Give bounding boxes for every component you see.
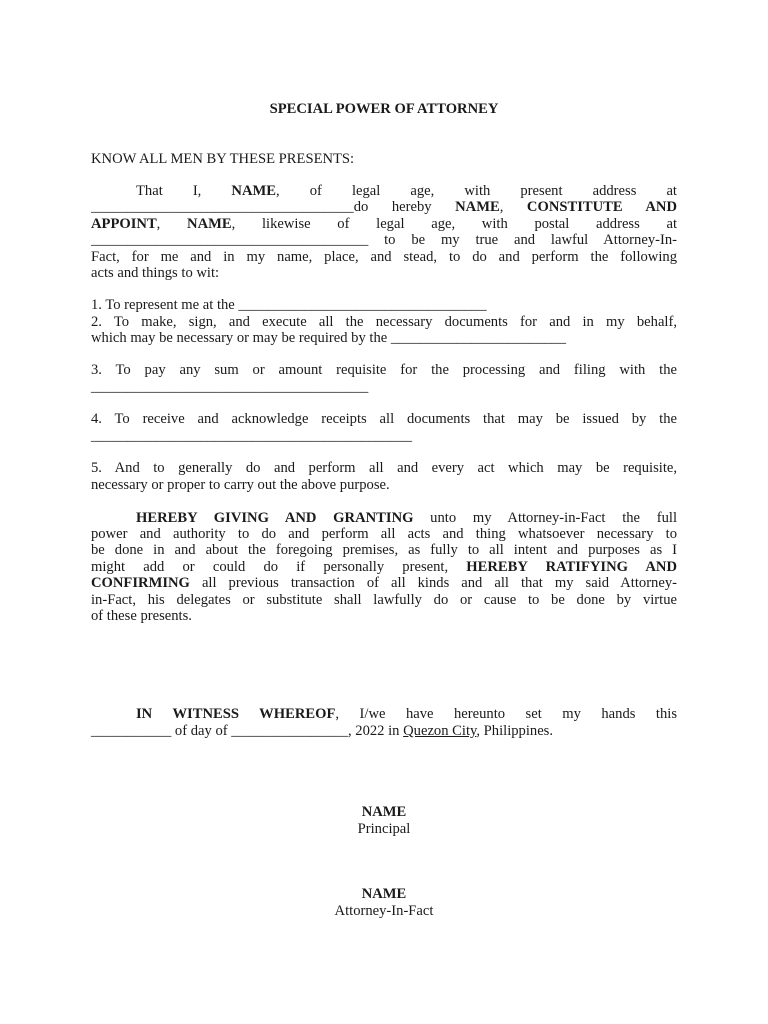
grant-line-5: CONFIRMING all previous transaction of all kinds and all that my said Attorney- [91,575,677,591]
para1-line-1: That I, NAME, of legal age, with present address at [136,183,677,199]
para1-line-5: Fact, for me and in my name, place, and stead, to do and perform the following [91,249,677,265]
grant-line-6: in-Fact, his delegates or substitute shall lawfully do or cause to be done by virtue [91,592,677,608]
grant-line-3: be done in and about the foregoing premises, as fully to all intent and purposes as I [91,542,677,558]
grant-line-1: HEREBY GIVING AND GRANTING unto my Attorney-in-Fact the full [136,510,677,526]
para1-line-6: acts and things to wit: [91,265,220,281]
principal-name: NAME [361,804,407,820]
item-4-line-1: 4. To receive and acknowledge receipts all documents that may be issued by the [91,411,677,427]
grant-line-2: power and authority to do and perform all acts and thing whatsoever necessary to [91,526,677,542]
document-title: SPECIAL POWER OF ATTORNEY [269,101,499,117]
item-2-line-2: which may be necessary or may be required by the ________________________ [91,330,566,346]
intro-line: KNOW ALL MEN BY THESE PRESENTS: [91,151,355,167]
item-2-line-1: 2. To make, sign, and execute all the necessary documents for and in my behalf, [91,314,677,330]
para1-line-4: ______________________________________ to be my true and lawful Attorney-In- [91,232,677,248]
para1-line-2: ____________________________________do hereby NAME, CONSTITUTE AND [91,199,677,215]
witness-line-1: IN WITNESS WHEREOF, I/we have hereunto set my hands this [136,706,677,722]
item-3-line-1: 3. To pay any sum or amount requisite for the processing and filing with the [91,362,677,378]
item-5-line-1: 5. And to generally do and perform all and every act which may be requisite, [91,460,677,476]
attorney-role: Attorney-In-Fact [334,903,434,919]
item-1: 1. To represent me at the __________________________________ [91,297,487,313]
principal-role: Principal [357,821,411,837]
item-3-line-2: ______________________________________ [91,379,369,395]
grant-line-7: of these presents. [91,608,192,624]
attorney-name: NAME [361,886,407,902]
item-5-line-2: necessary or proper to carry out the above purpose. [91,477,390,493]
item-4-line-2: ____________________________________________ [91,428,413,444]
witness-line-2: ___________ of day of ________________, 2022 in Quezon City, Philippines. [91,723,553,739]
para1-line-3: APPOINT, NAME, likewise of legal age, with postal address at [91,216,677,232]
grant-line-4: might add or could do if personally present, HEREBY RATIFYING AND [91,559,677,575]
